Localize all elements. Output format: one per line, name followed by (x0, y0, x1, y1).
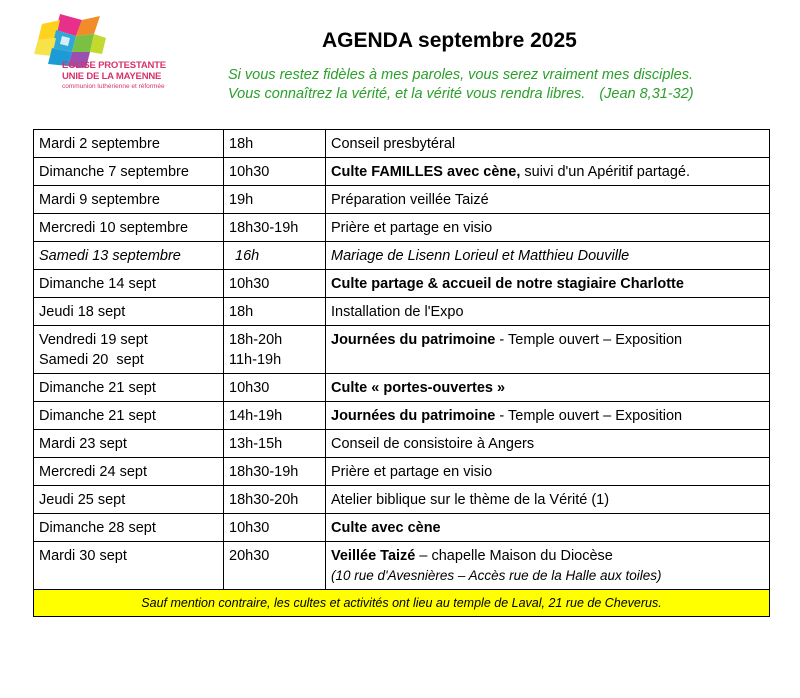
location-note: Sauf mention contraire, les cultes et activités ont lieu au temple de Laval, 21 rue de Cheverus. (34, 590, 770, 617)
event-title: Culte partage & accueil de notre stagiaire Charlotte (331, 276, 684, 292)
time-cell: 20h30 (224, 542, 326, 590)
time-cell: 13h-15h (224, 430, 326, 458)
date-cell: Jeudi 18 sept (34, 298, 224, 326)
time-cell: 18h30-19h (224, 458, 326, 486)
event-detail: – chapelle Maison du Diocèse (415, 548, 613, 564)
date-line-2: Samedi 20 sept (39, 352, 144, 368)
time-cell: 18h30-20h (224, 486, 326, 514)
event-line-1 (331, 546, 764, 566)
event-cell: Prière et partage en visio (326, 214, 770, 242)
event-cell: Prière et partage en visio (326, 458, 770, 486)
time-cell: 18h30-19h (224, 214, 326, 242)
event-cell: Conseil de consistoire à Angers (326, 430, 770, 458)
date-cell: Mercredi 24 sept (34, 458, 224, 486)
event-cell (326, 270, 770, 298)
time-cell: 10h30 (224, 158, 326, 186)
date-cell: Mardi 23 sept (34, 430, 224, 458)
table-row (34, 458, 770, 486)
event-detail: - Temple ouvert – Exposition (495, 332, 683, 348)
table-row (34, 186, 770, 214)
event-title: Culte « portes-ouvertes » (331, 380, 506, 396)
event-cell (326, 514, 770, 542)
time-cell: 18h (224, 298, 326, 326)
event-cell (326, 374, 770, 402)
table-row (34, 402, 770, 430)
table-row (34, 514, 770, 542)
time-cell: 19h (224, 186, 326, 214)
event-detail: - Temple ouvert – Exposition (495, 408, 683, 424)
table-row (34, 486, 770, 514)
date-cell: Mardi 9 septembre (34, 186, 224, 214)
event-cell (326, 326, 770, 374)
time-line-1: 18h-20h (229, 332, 283, 348)
table-row (34, 158, 770, 186)
event-cell: Mariage de Lisenn Lorieul et Matthieu Douville (326, 242, 770, 270)
time-line-2: 11h-19h (229, 352, 282, 368)
quote-line-1: Si vous restez fidèles à mes paroles, vous serez vraiment mes disciples. (228, 67, 693, 83)
date-cell: Dimanche 21 sept (34, 402, 224, 430)
date-cell (34, 326, 224, 374)
logo-line-2: UNIE DE LA MAYENNE (62, 71, 162, 82)
date-cell: Dimanche 28 sept (34, 514, 224, 542)
logo-line-3: communion luthérienne et réformée (62, 83, 165, 90)
agenda-table (33, 129, 770, 617)
quote-line-2 (228, 85, 694, 104)
church-logo (32, 14, 212, 90)
time-cell: 10h30 (224, 514, 326, 542)
event-title: Culte FAMILLES avec cène, (331, 164, 521, 180)
page-title: AGENDA septembre 2025 (322, 29, 577, 52)
event-cell (326, 158, 770, 186)
event-title: Journées du patrimoine (331, 408, 496, 424)
date-cell: Samedi 13 septembre (34, 242, 224, 270)
table-row (34, 374, 770, 402)
table-row (34, 214, 770, 242)
event-title: Journées du patrimoine (331, 332, 496, 348)
table-row (34, 326, 770, 374)
table-row (34, 130, 770, 158)
time-cell (224, 242, 326, 270)
date-cell: Dimanche 14 sept (34, 270, 224, 298)
event-address: (10 rue d'Avesnières – Accès rue de la Halle aux toiles) (331, 568, 662, 583)
event-cell: Préparation veillée Taizé (326, 186, 770, 214)
event-cell (326, 542, 770, 590)
event-cell: Installation de l'Expo (326, 298, 770, 326)
quote-reference: (Jean 8,31-32) (599, 86, 694, 102)
time-cell: 14h-19h (224, 402, 326, 430)
time-cell: 10h30 (224, 374, 326, 402)
quote-line-2-text: Vous connaîtrez la vérité, et la vérité vous rendra libres. (228, 86, 586, 102)
time-text: 16h (235, 248, 260, 264)
date-cell: Mardi 30 sept (34, 542, 224, 590)
event-title: Culte avec cène (331, 520, 441, 536)
date-cell: Mardi 2 septembre (34, 130, 224, 158)
bible-quote (228, 66, 694, 104)
table-row (34, 298, 770, 326)
table-row (34, 430, 770, 458)
footer-row (34, 590, 770, 617)
date-cell: Mercredi 10 septembre (34, 214, 224, 242)
event-cell (326, 402, 770, 430)
date-cell: Dimanche 7 septembre (34, 158, 224, 186)
time-cell (224, 326, 326, 374)
event-cell: Conseil presbytéral (326, 130, 770, 158)
table-row (34, 542, 770, 590)
date-cell: Jeudi 25 sept (34, 486, 224, 514)
table-row (34, 270, 770, 298)
date-cell: Dimanche 21 sept (34, 374, 224, 402)
logo-line-1: EGLISE PROTESTANTE (62, 60, 166, 71)
event-title: Veillée Taizé (331, 548, 416, 564)
event-detail: suivi d'un Apéritif partagé. (520, 164, 690, 180)
date-line-1: Vendredi 19 sept (39, 332, 148, 348)
table-row (34, 242, 770, 270)
event-cell: Atelier biblique sur le thème de la Vérité (1) (326, 486, 770, 514)
time-cell: 10h30 (224, 270, 326, 298)
time-cell: 18h (224, 130, 326, 158)
